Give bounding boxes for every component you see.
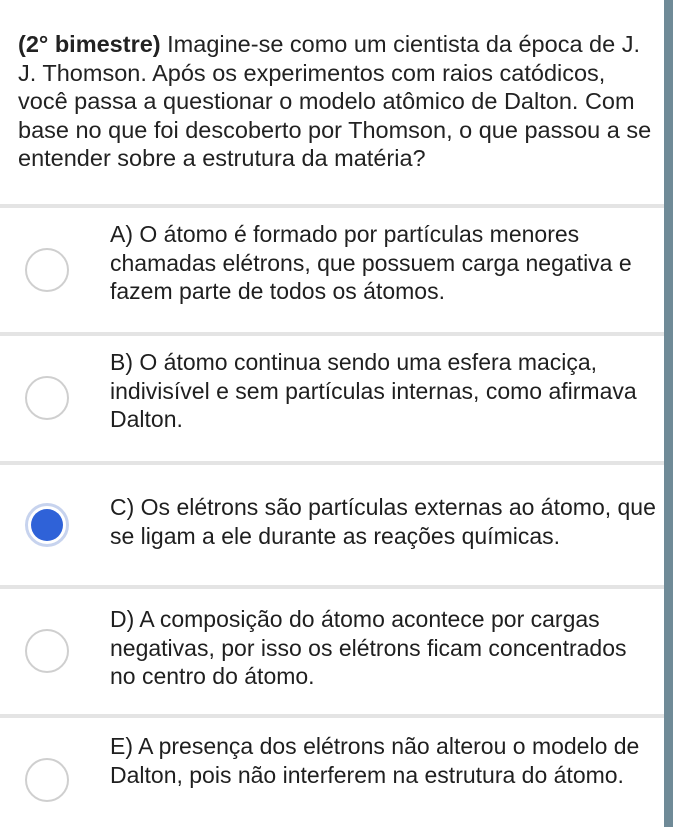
option-c[interactable] (0, 465, 664, 585)
question-body: Imagine-se como um cientista da época de J. J. Thomson. Após os experimentos com raios catódicos, você passa a questionar o modelo atômico de Dalton. Com base no que foi descoberto por Thomson, o que passou a se entender sobre a estrutura da matéria? (18, 31, 652, 171)
radio-button-b[interactable] (25, 376, 69, 420)
option-e[interactable] (0, 718, 664, 827)
radio-button-c-selected[interactable] (25, 503, 69, 547)
question-prefix: (2° bimestre) (18, 31, 161, 57)
radio-button-d[interactable] (25, 629, 69, 673)
option-a-label[interactable]: A) O átomo é formado por partículas menores chamadas elétrons, que possuem carga negativa e fazem parte de todos os átomos. (110, 221, 632, 304)
radio-selected-dot (31, 509, 63, 541)
scrollbar-track[interactable] (664, 0, 673, 827)
radio-button-a[interactable] (25, 248, 69, 292)
option-d-label[interactable]: D) A composição do átomo acontece por cargas negativas, por isso os elétrons ficam concentrados no centro do átomo. (110, 606, 627, 689)
option-d[interactable] (0, 589, 664, 714)
option-c-label[interactable]: C) Os elétrons são partículas externas ao átomo, que se ligam a ele durante as reações químicas. (110, 494, 656, 549)
option-e-label[interactable]: E) A presença dos elétrons não alterou o modelo de Dalton, pois não interferem na estrutura do átomo. (110, 733, 640, 788)
option-b[interactable] (0, 336, 664, 461)
question-text (18, 30, 658, 173)
option-a[interactable] (0, 208, 664, 332)
radio-button-e[interactable] (25, 758, 69, 802)
option-b-label[interactable]: B) O átomo continua sendo uma esfera maciça, indivisível e sem partículas internas, como afirmava Dalton. (110, 349, 637, 432)
